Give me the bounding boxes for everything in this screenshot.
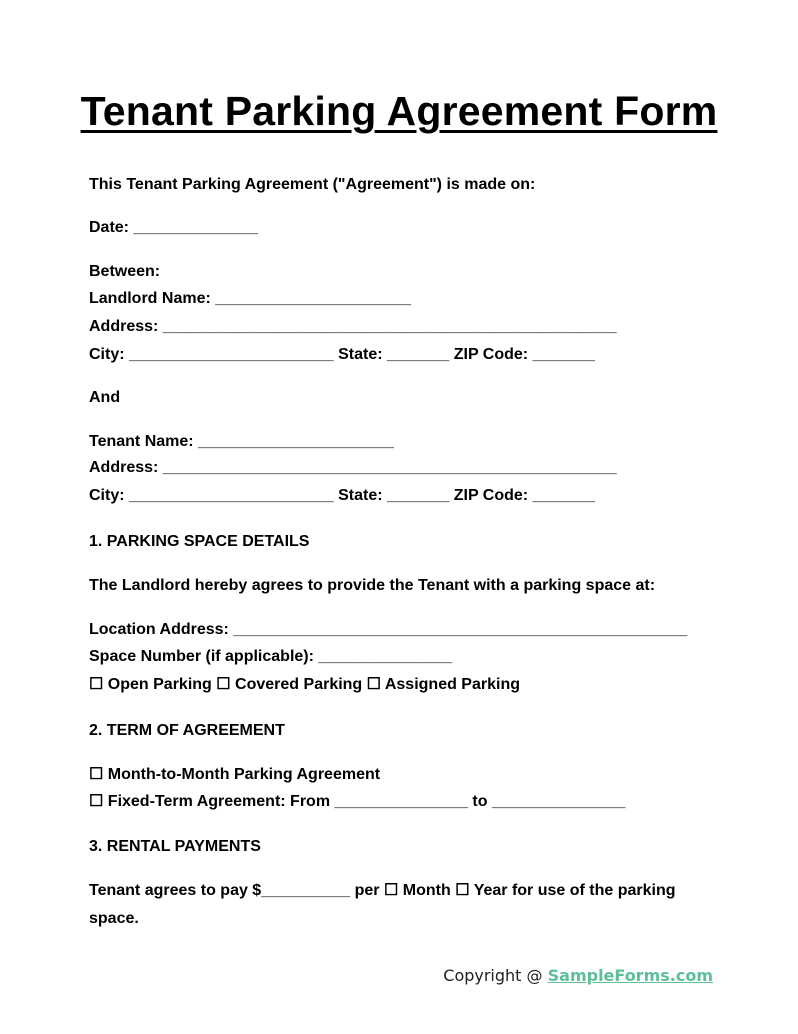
between-label: Between:: [89, 263, 161, 280]
tenant-city-state-zip-field: City: _______________________ State: _______ ZIP Code: _______: [89, 487, 595, 504]
month-to-month-option: ☐ Month-to-Month Parking Agreement: [89, 766, 381, 783]
date-field: Date: ______________: [89, 219, 259, 236]
payment-text-line-1: Tenant agrees to pay $__________ per ☐ Month ☐ Year for use of the parking: [89, 882, 676, 899]
parking-type-options: ☐ Open Parking ☐ Covered Parking ☐ Assigned Parking: [89, 676, 520, 693]
landlord-city-state-zip-field: City: _______________________ State: _______ ZIP Code: _______: [89, 346, 595, 363]
location-address-field: Location Address: ___________________________________________________: [89, 621, 688, 638]
page-title: Tenant Parking Agreement Form: [80, 88, 718, 134]
copyright-footer: [443, 966, 713, 986]
section-3-heading: 3. RENTAL PAYMENTS: [89, 838, 261, 855]
space-number-field: Space Number (if applicable): _______________: [89, 648, 452, 665]
tenant-address-field: Address: ___________________________________________________: [89, 459, 617, 476]
and-label: And: [89, 389, 121, 406]
landlord-name-field: Landlord Name: ______________________: [89, 290, 411, 307]
intro-made-on: This Tenant Parking Agreement ("Agreement") is made on:: [89, 176, 536, 193]
section-1-text: The Landlord hereby agrees to provide the Tenant with a parking space at:: [89, 577, 656, 594]
tenant-name-field: Tenant Name: ______________________: [89, 433, 394, 450]
section-2-heading: 2. TERM OF AGREEMENT: [89, 722, 285, 739]
payment-text-line-2: space.: [89, 910, 139, 927]
copyright-text: Copyright @: [443, 966, 548, 985]
section-1-heading: 1. PARKING SPACE DETAILS: [89, 533, 310, 550]
fixed-term-option: ☐ Fixed-Term Agreement: From _______________ to _______________: [89, 793, 626, 810]
sampleforms-link[interactable]: SampleForms.com: [547, 966, 713, 985]
landlord-address-field: Address: ___________________________________________________: [89, 318, 617, 335]
